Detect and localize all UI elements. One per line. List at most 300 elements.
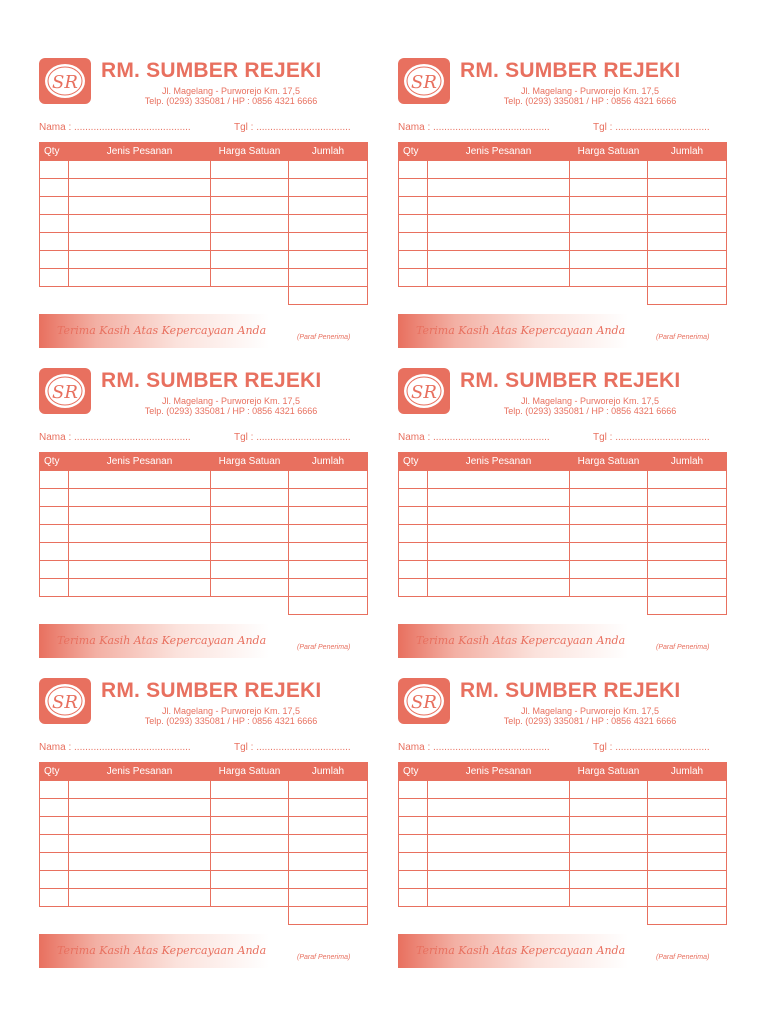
column-header: Qty — [399, 143, 428, 161]
table-row — [40, 269, 368, 287]
table-cell[interactable] — [570, 889, 648, 907]
total-row — [40, 287, 368, 305]
empty-cell — [211, 597, 289, 615]
table-cell[interactable] — [40, 215, 69, 233]
table-cell[interactable] — [211, 525, 289, 543]
table-row — [40, 251, 368, 269]
table-cell[interactable] — [69, 489, 211, 507]
column-header: Qty — [40, 143, 69, 161]
column-header: Jumlah — [648, 453, 727, 471]
table-row — [399, 853, 727, 871]
empty-cell — [570, 597, 648, 615]
table-cell[interactable] — [428, 179, 570, 197]
table-cell[interactable] — [648, 871, 727, 889]
column-header: Jenis Pesanan — [428, 763, 570, 781]
table-cell[interactable] — [40, 233, 69, 251]
table-cell[interactable] — [40, 799, 69, 817]
table-cell[interactable] — [40, 471, 69, 489]
empty-cell — [428, 907, 570, 925]
total-row — [399, 907, 727, 925]
table-cell[interactable] — [648, 525, 727, 543]
table-cell[interactable] — [570, 215, 648, 233]
table-cell[interactable] — [399, 525, 428, 543]
table-cell[interactable] — [570, 471, 648, 489]
nama-field[interactable]: Nama : .......................................... — [398, 742, 550, 753]
table-cell[interactable] — [648, 179, 727, 197]
table-cell[interactable] — [211, 471, 289, 489]
table-cell[interactable] — [40, 161, 69, 179]
table-cell[interactable] — [40, 781, 69, 799]
table-cell[interactable] — [289, 161, 368, 179]
table-row — [399, 161, 727, 179]
table-cell[interactable] — [69, 179, 211, 197]
table-cell[interactable] — [648, 233, 727, 251]
table-cell[interactable] — [40, 835, 69, 853]
table-cell[interactable] — [211, 197, 289, 215]
total-cell[interactable] — [648, 597, 727, 615]
empty-cell — [428, 287, 570, 305]
table-cell[interactable] — [69, 799, 211, 817]
table-cell[interactable] — [211, 889, 289, 907]
column-header: Qty — [40, 453, 69, 471]
table-cell[interactable] — [570, 161, 648, 179]
table-cell[interactable] — [428, 507, 570, 525]
table-header — [399, 763, 727, 781]
table-cell[interactable] — [211, 269, 289, 287]
table-cell[interactable] — [289, 179, 368, 197]
table-cell[interactable] — [399, 561, 428, 579]
table-cell[interactable] — [211, 781, 289, 799]
table-cell[interactable] — [648, 251, 727, 269]
table-header — [399, 453, 727, 471]
logo-letters: SR — [52, 382, 78, 403]
customer-fields — [39, 121, 369, 135]
table-cell[interactable] — [399, 853, 428, 871]
table-cell[interactable] — [40, 817, 69, 835]
table-cell[interactable] — [289, 525, 368, 543]
table-cell[interactable] — [289, 251, 368, 269]
thanks-text: Terima Kasih Atas Kepercayaan Anda — [57, 944, 267, 957]
brand-name: RM. SUMBER REJEKI — [460, 59, 681, 82]
brand-name: RM. SUMBER REJEKI — [460, 369, 681, 392]
order-table — [39, 452, 368, 615]
table-cell[interactable] — [289, 817, 368, 835]
table-cell[interactable] — [570, 507, 648, 525]
table-header — [40, 143, 368, 161]
nama-field[interactable]: Nama : .......................................... — [39, 742, 191, 753]
table-row — [399, 817, 727, 835]
table-cell[interactable] — [40, 579, 69, 597]
table-cell[interactable] — [648, 215, 727, 233]
column-header: Jumlah — [289, 453, 368, 471]
table-cell[interactable] — [570, 799, 648, 817]
table-cell[interactable] — [570, 835, 648, 853]
column-header: Jenis Pesanan — [69, 143, 211, 161]
table-cell[interactable] — [428, 817, 570, 835]
table-cell[interactable] — [428, 889, 570, 907]
table-cell[interactable] — [428, 233, 570, 251]
table-row — [40, 489, 368, 507]
nama-field[interactable]: Nama : .......................................... — [39, 432, 191, 443]
table-cell[interactable] — [648, 269, 727, 287]
brand-name: RM. SUMBER REJEKI — [101, 59, 322, 82]
table-row — [40, 197, 368, 215]
table-cell[interactable] — [399, 781, 428, 799]
table-cell[interactable] — [40, 889, 69, 907]
table-row — [399, 215, 727, 233]
table-cell[interactable] — [399, 543, 428, 561]
table-cell[interactable] — [69, 579, 211, 597]
table-cell[interactable] — [428, 269, 570, 287]
table-cell[interactable] — [570, 233, 648, 251]
table-cell[interactable] — [211, 233, 289, 251]
total-cell[interactable] — [648, 907, 727, 925]
table-cell[interactable] — [648, 781, 727, 799]
empty-cell — [211, 287, 289, 305]
column-header: Jumlah — [289, 763, 368, 781]
table-row — [40, 835, 368, 853]
table-cell[interactable] — [211, 215, 289, 233]
table-cell[interactable] — [289, 835, 368, 853]
phone: Telp. (0293) 335081 / HP : 0856 4321 6666 — [144, 96, 318, 106]
table-cell[interactable] — [570, 269, 648, 287]
table-cell[interactable] — [69, 835, 211, 853]
table-cell[interactable] — [648, 161, 727, 179]
order-table — [398, 452, 727, 615]
table-row — [40, 161, 368, 179]
table-row — [40, 543, 368, 561]
table-cell[interactable] — [570, 543, 648, 561]
table-cell[interactable] — [399, 197, 428, 215]
empty-cell — [428, 597, 570, 615]
tgl-field[interactable]: Tgl : .................................. — [234, 742, 351, 753]
signature-label: (Paraf Penerima) — [656, 954, 710, 961]
customer-fields — [39, 741, 369, 755]
table-cell[interactable] — [428, 579, 570, 597]
table-row — [399, 525, 727, 543]
logo-icon — [39, 58, 91, 104]
table-row — [399, 781, 727, 799]
table-cell[interactable] — [648, 835, 727, 853]
empty-cell — [211, 907, 289, 925]
table-cell[interactable] — [69, 471, 211, 489]
table-cell[interactable] — [570, 853, 648, 871]
table-cell[interactable] — [399, 579, 428, 597]
table-cell[interactable] — [211, 179, 289, 197]
table-cell[interactable] — [211, 853, 289, 871]
table-cell[interactable] — [40, 179, 69, 197]
order-table — [39, 142, 368, 305]
table-cell[interactable] — [211, 251, 289, 269]
empty-cell — [570, 907, 648, 925]
table-cell[interactable] — [428, 561, 570, 579]
thanks-text: Terima Kasih Atas Kepercayaan Anda — [416, 944, 626, 957]
table-cell[interactable] — [648, 561, 727, 579]
column-header: Harga Satuan — [570, 763, 648, 781]
table-row — [40, 889, 368, 907]
tgl-field[interactable]: Tgl : .................................. — [593, 122, 710, 133]
table-row — [40, 525, 368, 543]
table-cell[interactable] — [69, 269, 211, 287]
table-row — [399, 871, 727, 889]
table-cell[interactable] — [399, 889, 428, 907]
table-cell[interactable] — [289, 269, 368, 287]
total-cell[interactable] — [648, 287, 727, 305]
table-cell[interactable] — [211, 799, 289, 817]
column-header: Jumlah — [648, 763, 727, 781]
table-cell[interactable] — [69, 561, 211, 579]
receipt — [39, 368, 369, 668]
table-row — [399, 269, 727, 287]
total-row — [399, 597, 727, 615]
empty-cell — [570, 287, 648, 305]
table-cell[interactable] — [399, 233, 428, 251]
table-cell[interactable] — [40, 525, 69, 543]
signature-label: (Paraf Penerima) — [297, 644, 351, 651]
table-cell[interactable] — [570, 579, 648, 597]
nama-field[interactable]: Nama : .......................................... — [39, 122, 191, 133]
empty-cell — [69, 287, 211, 305]
table-cell[interactable] — [399, 835, 428, 853]
table-cell[interactable] — [69, 507, 211, 525]
table-cell[interactable] — [289, 507, 368, 525]
table-cell[interactable] — [69, 251, 211, 269]
table-cell[interactable] — [428, 215, 570, 233]
table-cell[interactable] — [289, 853, 368, 871]
table-cell[interactable] — [211, 507, 289, 525]
table-cell[interactable] — [399, 489, 428, 507]
phone: Telp. (0293) 335081 / HP : 0856 4321 6666 — [144, 406, 318, 416]
table-cell[interactable] — [289, 543, 368, 561]
table-cell[interactable] — [289, 579, 368, 597]
total-row — [40, 597, 368, 615]
table-cell[interactable] — [399, 817, 428, 835]
table-row — [399, 233, 727, 251]
receipt — [39, 58, 369, 358]
empty-cell — [399, 597, 428, 615]
nama-field[interactable]: Nama : .......................................... — [398, 122, 550, 133]
table-row — [399, 251, 727, 269]
table-row — [40, 817, 368, 835]
table-cell[interactable] — [399, 179, 428, 197]
empty-cell — [40, 907, 69, 925]
signature-label: (Paraf Penerima) — [656, 644, 710, 651]
address: Jl. Magelang - Purworejo Km. 17,5 — [520, 86, 660, 96]
table-row — [40, 853, 368, 871]
table-cell[interactable] — [289, 215, 368, 233]
table-cell[interactable] — [648, 799, 727, 817]
table-cell[interactable] — [69, 889, 211, 907]
table-cell[interactable] — [69, 525, 211, 543]
table-cell[interactable] — [428, 543, 570, 561]
table-cell[interactable] — [289, 799, 368, 817]
table-cell[interactable] — [40, 197, 69, 215]
table-cell[interactable] — [211, 561, 289, 579]
table-cell[interactable] — [570, 781, 648, 799]
tgl-field[interactable]: Tgl : .................................. — [234, 122, 351, 133]
table-cell[interactable] — [399, 799, 428, 817]
phone: Telp. (0293) 335081 / HP : 0856 4321 6666 — [503, 716, 677, 726]
empty-cell — [399, 907, 428, 925]
table-cell[interactable] — [570, 489, 648, 507]
table-cell[interactable] — [428, 781, 570, 799]
table-cell[interactable] — [428, 799, 570, 817]
table-cell[interactable] — [69, 853, 211, 871]
order-table — [39, 762, 368, 925]
thanks-text: Terima Kasih Atas Kepercayaan Anda — [416, 324, 626, 337]
tgl-field[interactable]: Tgl : .................................. — [593, 742, 710, 753]
logo-icon — [398, 678, 450, 724]
table-cell[interactable] — [69, 161, 211, 179]
table-cell[interactable] — [69, 543, 211, 561]
table-row — [40, 871, 368, 889]
logo-letters: SR — [411, 382, 437, 403]
receipt — [398, 368, 728, 668]
customer-fields — [39, 431, 369, 445]
table-cell[interactable] — [289, 781, 368, 799]
table-cell[interactable] — [648, 889, 727, 907]
table-cell[interactable] — [399, 269, 428, 287]
table-cell[interactable] — [289, 233, 368, 251]
table-row — [399, 579, 727, 597]
table-cell[interactable] — [211, 871, 289, 889]
table-cell[interactable] — [428, 871, 570, 889]
table-cell[interactable] — [69, 215, 211, 233]
table-cell[interactable] — [570, 251, 648, 269]
thanks-text: Terima Kasih Atas Kepercayaan Anda — [57, 324, 267, 337]
table-row — [40, 579, 368, 597]
table-cell[interactable] — [570, 871, 648, 889]
phone: Telp. (0293) 335081 / HP : 0856 4321 6666 — [503, 406, 677, 416]
table-cell[interactable] — [428, 489, 570, 507]
table-cell[interactable] — [648, 817, 727, 835]
table-cell[interactable] — [40, 543, 69, 561]
table-cell[interactable] — [211, 489, 289, 507]
total-row — [40, 907, 368, 925]
table-cell[interactable] — [399, 161, 428, 179]
table-cell[interactable] — [648, 197, 727, 215]
table-cell[interactable] — [289, 489, 368, 507]
table-row — [40, 179, 368, 197]
table-cell[interactable] — [570, 179, 648, 197]
table-cell[interactable] — [69, 233, 211, 251]
table-cell[interactable] — [289, 889, 368, 907]
column-header: Jenis Pesanan — [428, 453, 570, 471]
table-cell[interactable] — [40, 853, 69, 871]
table-cell[interactable] — [428, 251, 570, 269]
logo-letters: SR — [411, 72, 437, 93]
total-cell[interactable] — [289, 597, 368, 615]
table-cell[interactable] — [648, 853, 727, 871]
table-cell[interactable] — [399, 471, 428, 489]
table-cell[interactable] — [570, 525, 648, 543]
table-cell[interactable] — [211, 543, 289, 561]
table-cell[interactable] — [428, 471, 570, 489]
table-cell[interactable] — [211, 161, 289, 179]
table-cell[interactable] — [289, 561, 368, 579]
table-cell[interactable] — [648, 489, 727, 507]
table-cell[interactable] — [648, 471, 727, 489]
signature-label: (Paraf Penerima) — [297, 334, 351, 341]
table-cell[interactable] — [428, 525, 570, 543]
address: Jl. Magelang - Purworejo Km. 17,5 — [161, 396, 301, 406]
table-cell[interactable] — [289, 471, 368, 489]
table-cell[interactable] — [211, 817, 289, 835]
table-cell[interactable] — [211, 579, 289, 597]
tgl-field[interactable]: Tgl : .................................. — [234, 432, 351, 443]
table-row — [40, 781, 368, 799]
thanks-text: Terima Kasih Atas Kepercayaan Anda — [416, 634, 626, 647]
table-cell[interactable] — [648, 543, 727, 561]
table-cell[interactable] — [69, 197, 211, 215]
table-cell[interactable] — [570, 817, 648, 835]
table-cell[interactable] — [399, 507, 428, 525]
logo-letters: SR — [52, 72, 78, 93]
nama-field[interactable]: Nama : .......................................... — [398, 432, 550, 443]
table-cell[interactable] — [40, 871, 69, 889]
table-cell[interactable] — [399, 251, 428, 269]
table-cell[interactable] — [289, 197, 368, 215]
table-cell[interactable] — [399, 871, 428, 889]
tgl-field[interactable]: Tgl : .................................. — [593, 432, 710, 443]
receipt — [398, 678, 728, 978]
column-header: Jumlah — [648, 143, 727, 161]
table-cell[interactable] — [648, 579, 727, 597]
table-cell[interactable] — [648, 507, 727, 525]
table-cell[interactable] — [570, 197, 648, 215]
table-cell[interactable] — [399, 215, 428, 233]
table-row — [40, 233, 368, 251]
empty-cell — [40, 287, 69, 305]
table-header — [399, 143, 727, 161]
column-header: Jumlah — [289, 143, 368, 161]
table-cell[interactable] — [428, 853, 570, 871]
customer-fields — [398, 431, 728, 445]
table-row — [40, 507, 368, 525]
table-cell[interactable] — [428, 835, 570, 853]
order-table — [398, 142, 727, 305]
table-cell[interactable] — [40, 269, 69, 287]
table-row — [40, 799, 368, 817]
table-row — [40, 215, 368, 233]
table-cell[interactable] — [428, 161, 570, 179]
column-header: Harga Satuan — [211, 143, 289, 161]
table-cell[interactable] — [211, 835, 289, 853]
total-cell[interactable] — [289, 287, 368, 305]
table-header — [40, 763, 368, 781]
table-cell[interactable] — [289, 871, 368, 889]
logo-icon — [39, 368, 91, 414]
table-cell[interactable] — [69, 871, 211, 889]
table-cell[interactable] — [69, 781, 211, 799]
table-cell[interactable] — [40, 507, 69, 525]
table-row — [399, 179, 727, 197]
table-cell[interactable] — [69, 817, 211, 835]
table-cell[interactable] — [428, 197, 570, 215]
table-cell[interactable] — [570, 561, 648, 579]
address: Jl. Magelang - Purworejo Km. 17,5 — [520, 706, 660, 716]
brand-name: RM. SUMBER REJEKI — [460, 679, 681, 702]
address: Jl. Magelang - Purworejo Km. 17,5 — [161, 706, 301, 716]
table-cell[interactable] — [40, 561, 69, 579]
table-cell[interactable] — [40, 489, 69, 507]
signature-label: (Paraf Penerima) — [656, 334, 710, 341]
total-cell[interactable] — [289, 907, 368, 925]
receipt — [398, 58, 728, 358]
thanks-text: Terima Kasih Atas Kepercayaan Anda — [57, 634, 267, 647]
brand-name: RM. SUMBER REJEKI — [101, 679, 322, 702]
table-cell[interactable] — [40, 251, 69, 269]
